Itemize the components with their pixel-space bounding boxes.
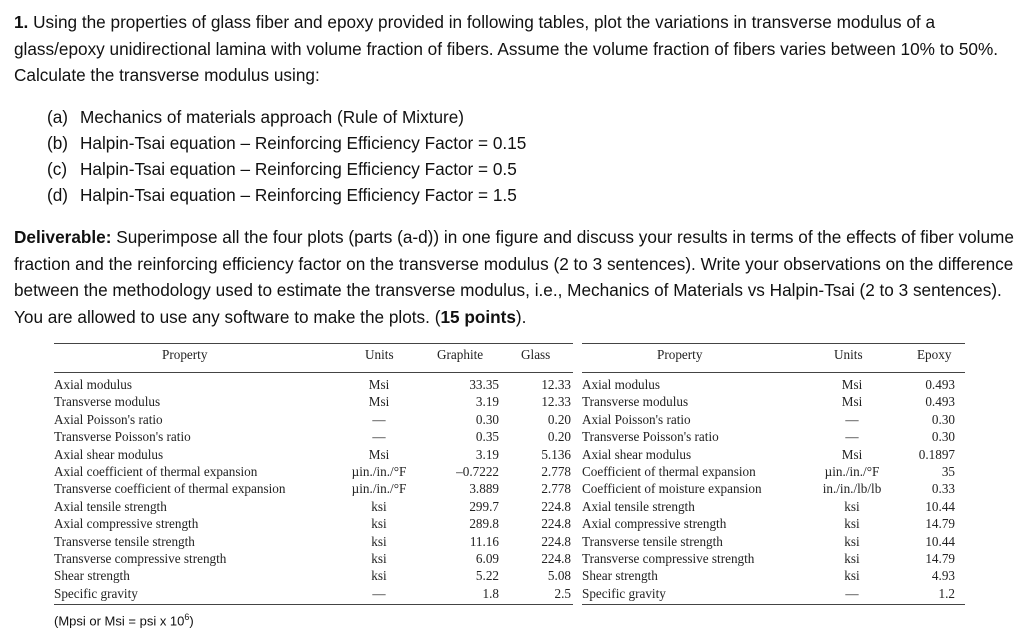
table-cell: 10.44 bbox=[925, 533, 955, 549]
col-header-epoxy: Epoxy bbox=[917, 347, 952, 362]
table-cell: 2.5 bbox=[554, 585, 571, 601]
table-cell: 2.778 bbox=[541, 464, 571, 479]
table-cell: 3.19 bbox=[475, 394, 499, 410]
table-cell: 0.1897 bbox=[918, 446, 955, 462]
table-row bbox=[582, 533, 965, 550]
table-cell: 0.35 bbox=[475, 429, 499, 445]
table-cell: ksi bbox=[371, 568, 387, 584]
table-row bbox=[54, 428, 573, 445]
table-cell: Msi bbox=[368, 377, 390, 392]
table-cell: Axial shear modulus bbox=[54, 446, 164, 462]
units-note: (Mpsi or Msi = psi x $10^6$) bbox=[54, 612, 194, 629]
table-cell: Specific gravity bbox=[54, 585, 138, 601]
table-cell: 0.33 bbox=[931, 481, 955, 497]
table-cell: Axial tensile strength bbox=[54, 498, 167, 514]
table-cell: µin./in./°F bbox=[824, 464, 880, 479]
table-cell: 14.79 bbox=[925, 551, 955, 566]
table-cell: 1.8 bbox=[482, 585, 499, 601]
table-cell: Axial modulus bbox=[582, 377, 661, 392]
table-cell: 224.8 bbox=[541, 498, 571, 514]
table-row bbox=[582, 446, 965, 463]
table-cell: ksi bbox=[844, 568, 860, 584]
deliverable-paragraph: Deliverable: Superimpose all the four plots (parts (a-d)) in one figure and discuss your results in terms of the effects of fiber volume fraction and the reinforcing efficiency factor on the transverse modulus (2 to 3 sentences). Write your observations on the difference between the methodology used to estimate the transverse modulus, i.e., Mechanics of Materials vs Halpin-Tsai (2 to 3 sentences). You are allowed to use any software to make the plots. (15 points). bbox=[14, 227, 1014, 327]
table-cell: — bbox=[845, 585, 859, 601]
table-cell: µin./in./°F bbox=[351, 481, 407, 497]
table-row bbox=[582, 567, 965, 584]
matrix-properties-table bbox=[582, 343, 965, 605]
table-cell: Transverse modulus bbox=[54, 394, 161, 410]
question-text bbox=[14, 9, 1014, 89]
table-row bbox=[582, 480, 965, 497]
part-c: (c) Halpin-Tsai equation – Reinforcing Efficiency Factor = 0.5 bbox=[47, 159, 517, 179]
table-cell: Msi bbox=[368, 394, 390, 410]
table-row bbox=[582, 393, 965, 410]
table-cell: ksi bbox=[371, 533, 387, 549]
table-row bbox=[54, 376, 573, 393]
deliverable-text: Superimpose all the four plots (parts (a-d)) in one figure and discuss your results in terms of the effects of fiber volume fraction and the reinforcing efficiency factor on the transverse modulus (2 to 3 sentences). Write your observations on the difference between the methodology used to estimate the transverse modulus, i.e., Mechanics of Materials vs Halpin-Tsai (2 to 3 sentences). You are allowed to use any software to make the plots. ( bbox=[14, 227, 1014, 327]
col-header-glass: Glass bbox=[521, 347, 551, 362]
col-header-property: Property bbox=[162, 347, 208, 362]
part-a: (a) Mechanics of materials approach (Rule of Mixture) bbox=[47, 107, 465, 127]
table-cell: Axial coefficient of thermal expansion bbox=[54, 464, 258, 479]
table-cell: 0.20 bbox=[547, 411, 571, 427]
table-cell: ksi bbox=[371, 498, 387, 514]
table-cell: 10.44 bbox=[925, 498, 955, 514]
table-cell: ksi bbox=[844, 551, 860, 566]
table-cell: Msi bbox=[841, 394, 863, 410]
table-cell: Msi bbox=[841, 446, 863, 462]
col-header-units: Units bbox=[834, 347, 863, 362]
question-parts bbox=[47, 104, 526, 208]
table-cell: Axial Poisson's ratio bbox=[54, 411, 163, 427]
table-cell: Transverse compressive strength bbox=[54, 551, 227, 566]
table-cell: Axial shear modulus bbox=[582, 446, 692, 462]
table-cell: 224.8 bbox=[541, 516, 571, 532]
table-cell: 12.33 bbox=[541, 394, 571, 410]
table-cell: 5.08 bbox=[547, 568, 571, 584]
table-cell: Axial compressive strength bbox=[582, 516, 727, 532]
table-cell: 289.8 bbox=[469, 516, 499, 532]
table-cell: 0.20 bbox=[547, 429, 571, 445]
table-row bbox=[582, 428, 965, 445]
table-cell: Shear strength bbox=[582, 568, 658, 584]
table-row bbox=[54, 515, 573, 532]
table-cell: 12.33 bbox=[541, 377, 571, 392]
table-cell: 224.8 bbox=[541, 551, 571, 566]
table-cell: 0.30 bbox=[931, 411, 955, 427]
table-cell: Coefficient of thermal expansion bbox=[582, 464, 756, 479]
table-cell: 0.493 bbox=[925, 377, 955, 392]
table-cell: — bbox=[845, 411, 859, 427]
table-cell: Transverse tensile strength bbox=[582, 533, 723, 549]
table-cell: 11.16 bbox=[469, 533, 499, 549]
table-row bbox=[54, 585, 573, 602]
table-cell: 0.30 bbox=[931, 429, 955, 445]
table-cell: 224.8 bbox=[541, 533, 571, 549]
table-cell: ksi bbox=[844, 498, 860, 514]
table-row bbox=[582, 515, 965, 532]
table-cell: 14.79 bbox=[925, 516, 955, 532]
col-header-units: Units bbox=[365, 347, 394, 362]
table-cell: 33.35 bbox=[469, 377, 499, 392]
table-cell: 6.09 bbox=[475, 551, 499, 566]
table-cell: Shear strength bbox=[54, 568, 130, 584]
table-row bbox=[54, 393, 573, 410]
table-row bbox=[54, 411, 573, 428]
table-cell: ksi bbox=[371, 551, 387, 566]
table-cell: µin./in./°F bbox=[351, 464, 407, 479]
table-cell: ksi bbox=[844, 533, 860, 549]
col-header-property: Property bbox=[657, 347, 703, 362]
table-cell: Coefficient of moisture expansion bbox=[582, 481, 762, 497]
table-cell: 35 bbox=[941, 464, 955, 479]
table-cell: 299.7 bbox=[469, 498, 499, 514]
table-cell: Transverse tensile strength bbox=[54, 533, 195, 549]
table-cell: ksi bbox=[844, 516, 860, 532]
table-cell: Transverse modulus bbox=[582, 394, 689, 410]
table-cell: — bbox=[372, 411, 386, 427]
table-cell: Transverse Poisson's ratio bbox=[54, 429, 191, 445]
table-cell: –0.7222 bbox=[456, 464, 499, 479]
table-cell: ksi bbox=[371, 516, 387, 532]
table-cell: 0.493 bbox=[925, 394, 955, 410]
table-cell: Transverse coefficient of thermal expansion bbox=[54, 481, 286, 497]
table-cell: Transverse compressive strength bbox=[582, 551, 755, 566]
table-row bbox=[54, 480, 573, 497]
table-cell: Msi bbox=[368, 446, 390, 462]
table-row bbox=[582, 411, 965, 428]
question-number: 1. bbox=[14, 12, 29, 32]
table-cell: 2.778 bbox=[541, 481, 571, 497]
table-row bbox=[582, 463, 965, 480]
table-row bbox=[54, 498, 573, 515]
col-header-graphite: Graphite bbox=[437, 347, 484, 362]
table-cell: 5.136 bbox=[541, 446, 571, 462]
deliverable-points: 15 points bbox=[440, 306, 516, 327]
table-cell: 3.19 bbox=[475, 446, 499, 462]
table-row bbox=[582, 376, 965, 393]
table-cell: — bbox=[845, 429, 859, 445]
question-body: Using the properties of glass fiber and epoxy provided in following tables, plot the variations in transverse modulus of a glass/epoxy unidirectional lamina with volume fraction of fibers. Assume the volume fraction of fibers varies between 10% to 50%. Calculate the transverse modulus using: bbox=[14, 12, 999, 85]
table-row bbox=[54, 550, 573, 567]
table-cell: — bbox=[372, 429, 386, 445]
table-cell: Msi bbox=[841, 377, 863, 392]
table-cell: 5.22 bbox=[475, 568, 499, 584]
part-b: (b) Halpin-Tsai equation – Reinforcing Efficiency Factor = 0.15 bbox=[47, 133, 527, 153]
table-row bbox=[54, 463, 573, 480]
table-cell: Transverse Poisson's ratio bbox=[582, 429, 719, 445]
table-row bbox=[582, 585, 965, 602]
fiber-properties-table bbox=[54, 343, 573, 605]
table-row bbox=[582, 498, 965, 515]
table-row bbox=[54, 533, 573, 550]
deliverable-label: Deliverable: bbox=[14, 227, 112, 247]
table-cell: Specific gravity bbox=[582, 585, 666, 601]
part-d: (d) Halpin-Tsai equation – Reinforcing Efficiency Factor = 1.5 bbox=[47, 185, 517, 205]
table-cell: 0.30 bbox=[475, 411, 499, 427]
table-row bbox=[54, 567, 573, 584]
table-cell: 3.889 bbox=[469, 481, 499, 497]
table-cell: Axial Poisson's ratio bbox=[582, 411, 691, 427]
table-cell: 4.93 bbox=[931, 568, 955, 584]
table-cell: Axial compressive strength bbox=[54, 516, 199, 532]
table-cell: 1.2 bbox=[938, 585, 955, 601]
table-row bbox=[582, 550, 965, 567]
table-cell: in./in./lb/lb bbox=[822, 481, 882, 497]
table-cell: Axial tensile strength bbox=[582, 498, 695, 514]
table-cell: Axial modulus bbox=[54, 377, 133, 392]
table-row bbox=[54, 446, 573, 463]
table-cell: — bbox=[372, 585, 386, 601]
